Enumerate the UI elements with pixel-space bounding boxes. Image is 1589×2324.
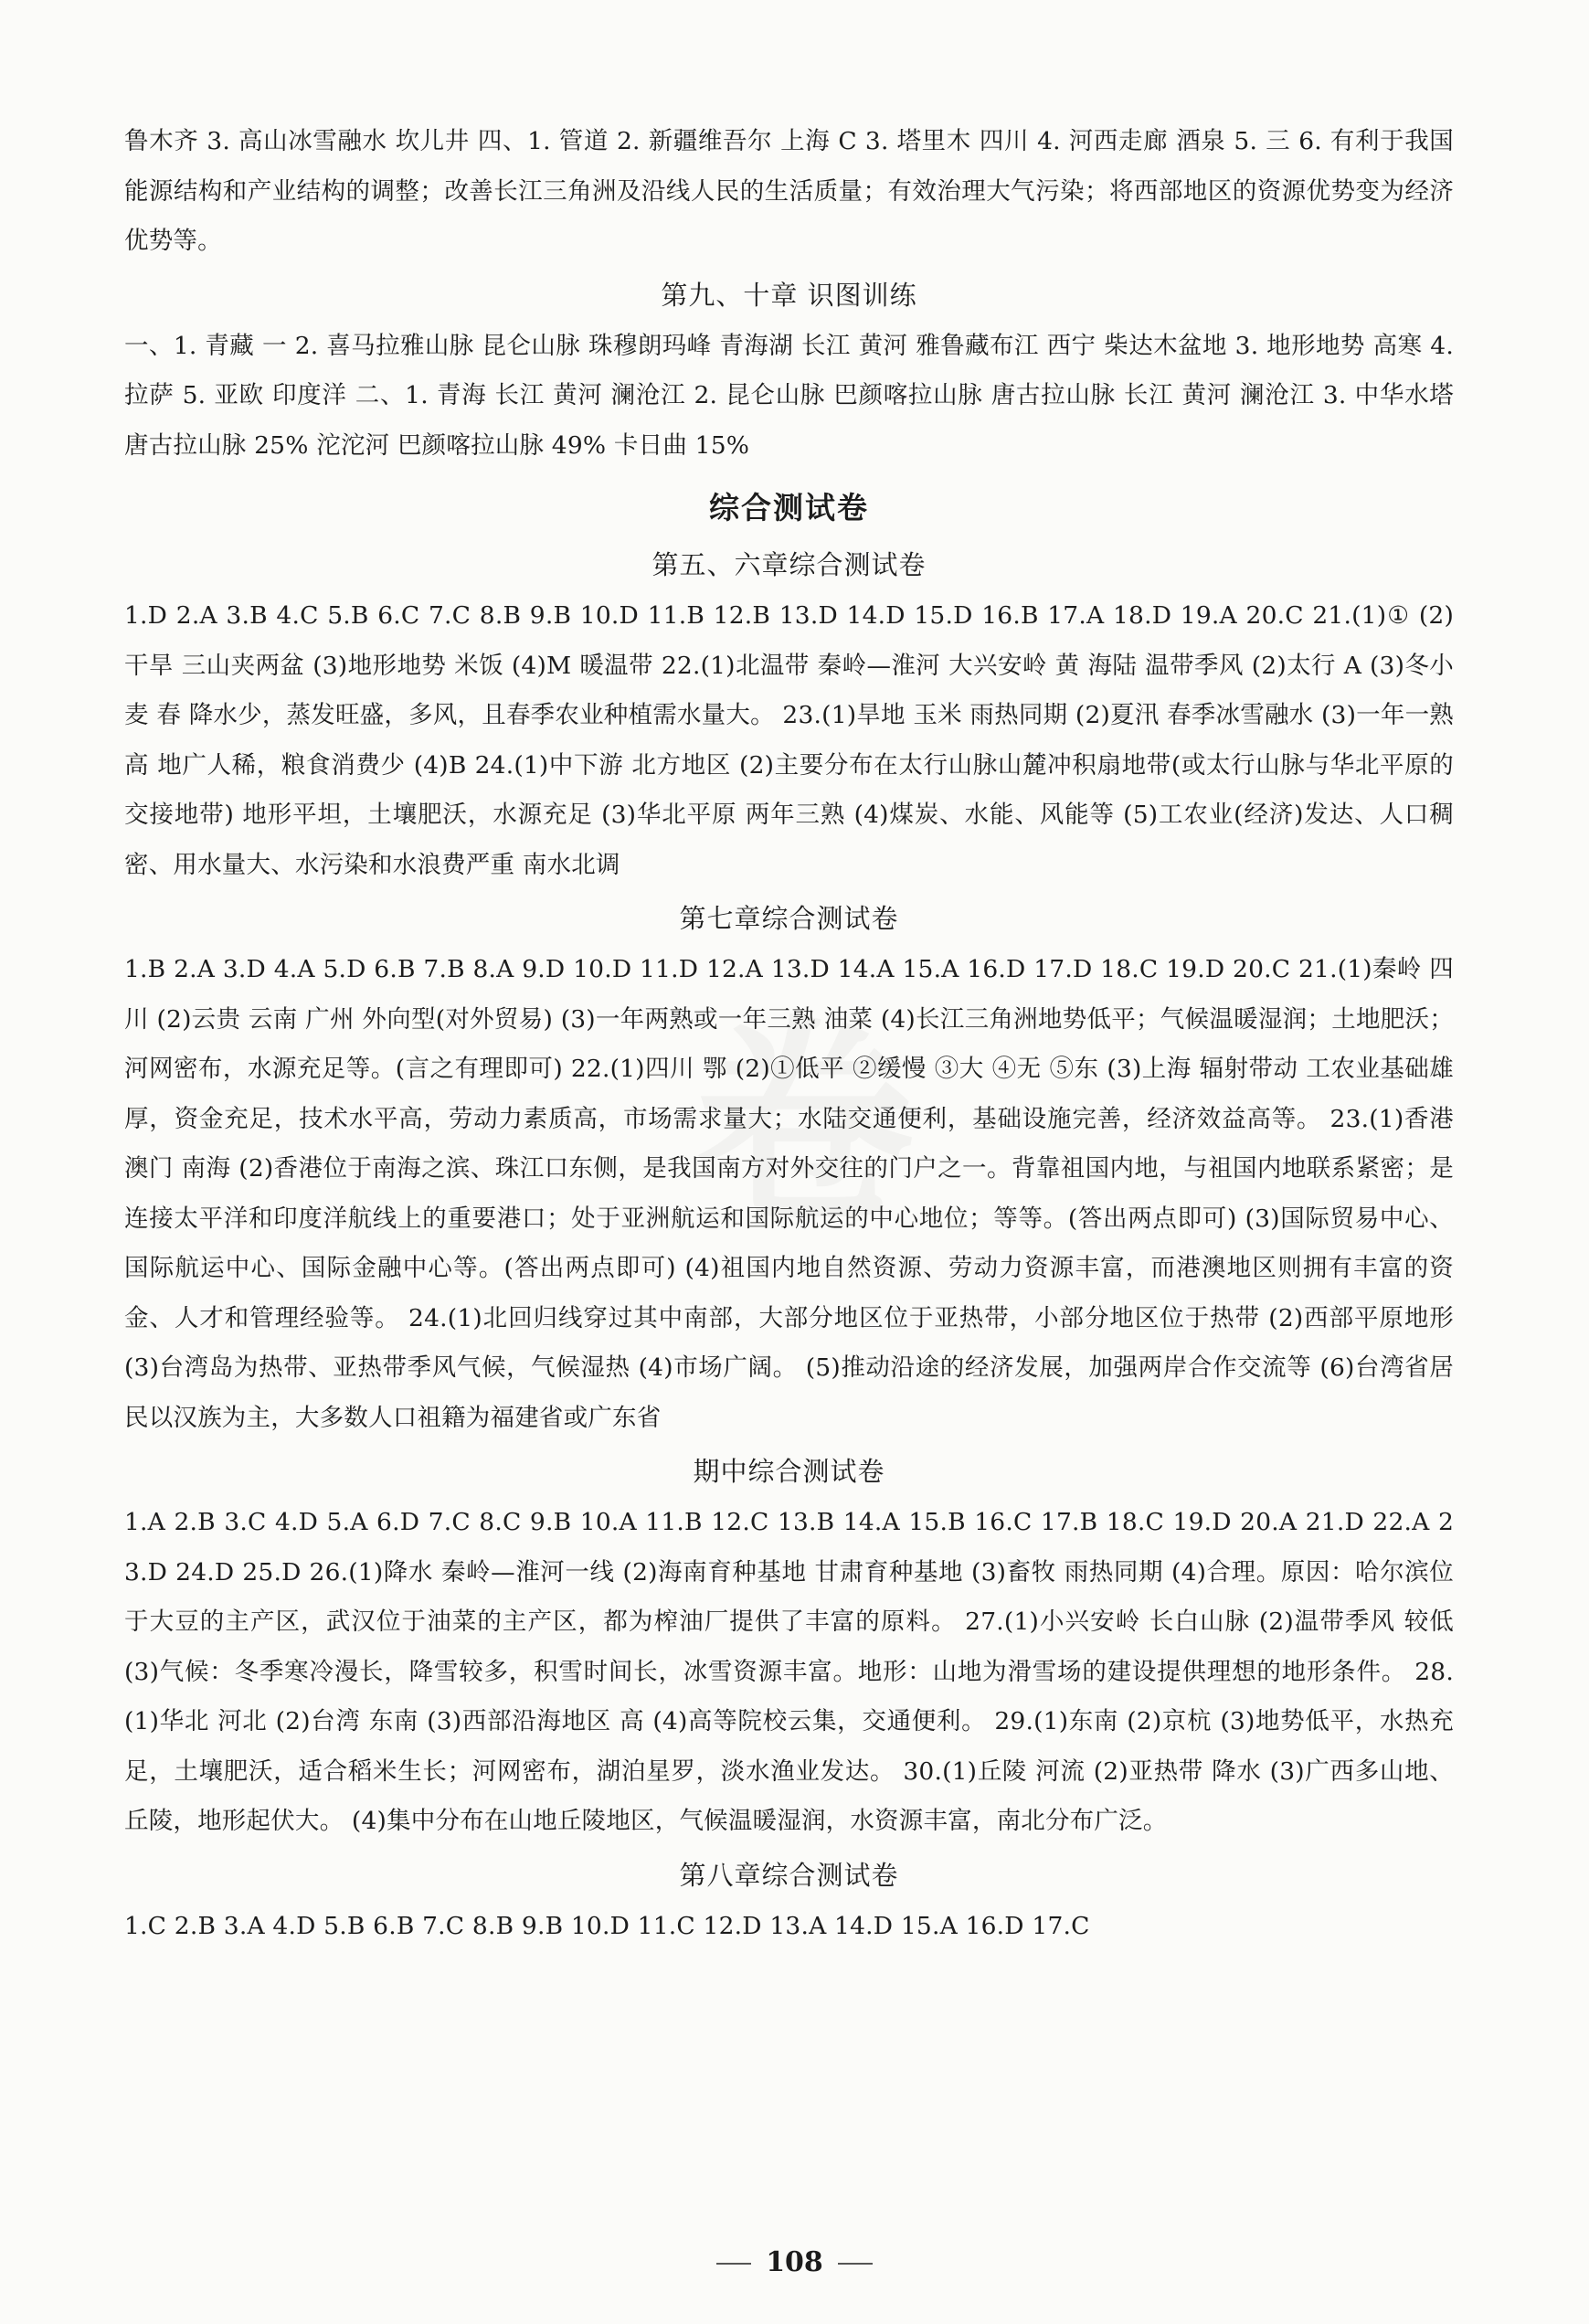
answer-paragraph-chapter-8: 1.C 2.B 3.A 4.D 5.B 6.B 7.C 8.B 9.B 10.D 11.C 12.D 13.A 14.D 15.A 16.D 17.C (124, 1911, 1090, 1940)
answer-paragraph-chapter-7: 1.B 2.A 3.D 4.A 5.D 6.B 7.B 8.A 9.D 10.D 11.D 12.A 13.D 14.A 15.A 16.D 17.D 18.C 19.D 20.C 21.(1)秦岭 四川 (2)云贵 云南 广州 外向型(对外贸易) (3)一年两熟或一年三熟 油菜 (4)长江三角洲地势低平；气候温暖湿润；土地肥沃；河网密布，水源充足等。(言之有理即可) 22.(1)四川 鄂 (2)①低平 ②缓慢 ③大 ④无 ⑤东 (3)上海 辐射带动 工农业基础雄厚，资金充足，技术水平高，劳动力素质高，市场需求量大；水陆交通便利，基础设施完善，经济效益高等。 23.(1)香港 澳门 南海 (2)香港位于南海之滨、珠江口东侧，是我国南方对外交往的门户之一。背靠祖国内地，与祖国内地联系紧密；是连接太平洋和印度洋航线上的重要港口；处于亚洲航运和国际航运的中心地位；等等。(答出两点即可) (3)国际贸易中心、国际航运中心、国际金融中心等。(答出两点即可) (4)祖国内地自然资源、劳动力资源丰富，而港澳地区则拥有丰富的资金、人才和管理经验等。 24.(1)北回归线穿过其中南部，大部分地区位于亚热带，小部分地区位于热带 (2)西部平原地形 (3)台湾岛为热带、亚热带季风气候，气候湿热 (4)市场广阔。 (5)推动沿途的经济发展，加强两岸合作交流等 (6)台湾省居民以汉族为主，大多数人口祖籍为福建省或广东省 (124, 955, 1454, 1432)
section-heading-midterm: 期中综合测试卷 (693, 1456, 885, 1487)
page-number: 108 (766, 2246, 823, 2278)
footer-dash-left (716, 2263, 751, 2265)
answer-paragraph-map-training: 一、1. 青藏 一 2. 喜马拉雅山脉 昆仑山脉 珠穆朗玛峰 青海湖 长江 黄河 雅鲁藏布江 西宁 柴达木盆地 3. 地形地势 高寒 4. 拉萨 5. 亚欧 印度洋 二、1. 青海 长江 黄河 澜沧江 2. 昆仑山脉 巴颜喀拉山脉 唐古拉山脉 长江 黄河 澜沧江 3. 中华水塔 唐古拉山脉 25% 沱沱河 巴颜喀拉山脉 49% 卡日曲 15% (124, 331, 1454, 460)
section-heading-chapter-5-6: 第五、六章综合测试卷 (651, 549, 927, 580)
footer-dash-right (838, 2263, 873, 2265)
section-heading-chapter-7: 第七章综合测试卷 (679, 903, 899, 934)
main-heading-comprehensive-tests: 综合测试卷 (709, 490, 869, 525)
section-heading-chapter-8: 第八章综合测试卷 (679, 1859, 899, 1891)
answer-paragraph-chapter-5-6: 1.D 2.A 3.B 4.C 5.B 6.C 7.C 8.B 9.B 10.D 11.B 12.B 13.D 14.D 15.D 16.B 17.A 18.D 19.A 20.C 21.(1)① (2)干旱 三山夹两盆 (3)地形地势 米饭 (4)M 暖温带 22.(1)北温带 秦岭—淮河 大兴安岭 黄 海陆 温带季风 (2)太行 A (3)冬小麦 春 降水少，蒸发旺盛，多风，且春季农业种植需水量大。 23.(1)旱地 玉米 雨热同期 (2)夏汛 春季冰雪融水 (3)一年一熟 高 地广人稀，粮食消费少 (4)B 24.(1)中下游 北方地区 (2)主要分布在太行山脉山麓冲积扇地带(或太行山脉与华北平原的交接地带) 地形平坦，土壤肥沃，水源充足 (3)华北平原 两年三熟 (4)煤炭、水能、风能等 (5)工农业(经济)发达、人口稠密、用水量大、水污染和水浪费严重 南水北调 (124, 601, 1455, 879)
section-heading-chapter-9-10: 第九、十章 识图训练 (661, 279, 917, 311)
answer-paragraph-midterm: 1.A 2.B 3.C 4.D 5.A 6.D 7.C 8.C 9.B 10.A 11.B 12.C 13.B 14.A 15.B 16.C 17.B 18.C 19.D 20.A 21.D 22.A 23.D 24.D 25.D 26.(1)降水 秦岭—淮河一线 (2)海南育种基地 甘肃育种基地 (3)畜牧 雨热同期 (4)合理。原因：哈尔滨位于大豆的主产区，武汉位于油菜的主产区，都为榨油厂提供了丰富的原料。 27.(1)小兴安岭 长白山脉 (2)温带季风 较低 (3)气候：冬季寒冷漫长，降雪较多，积雪时间长，冰雪资源丰富。地形：山地为滑雪场的建设提供理想的地形条件。 28.(1)华北 河北 (2)台湾 东南 (3)西部沿海地区 高 (4)高等院校云集，交通便利。 29.(1)东南 (2)京杭 (3)地势低平，水热充足，土壤肥沃，适合稻米生长；河网密布，湖泊星罗，淡水渔业发达。 30.(1)丘陵 河流 (2)亚热带 降水 (3)广西多山地、丘陵，地形起伏大。 (4)集中分布在山地丘陵地区，气候温暖湿润，水资源丰富，南北分布广泛。 (124, 1508, 1454, 1835)
page-footer (0, 2246, 1589, 2278)
answer-paragraph-continued: 鲁木齐 3. 高山冰雪融水 坎儿井 四、1. 管道 2. 新疆维吾尔 上海 C 3. 塔里木 四川 4. 河西走廊 酒泉 5. 三 6. 有利于我国能源结构和产业结构的调整；改善长江三角洲及沿线人民的生活质量；有效治理大气污染；将西部地区的资源优势变为经济优势等。 (124, 127, 1454, 255)
